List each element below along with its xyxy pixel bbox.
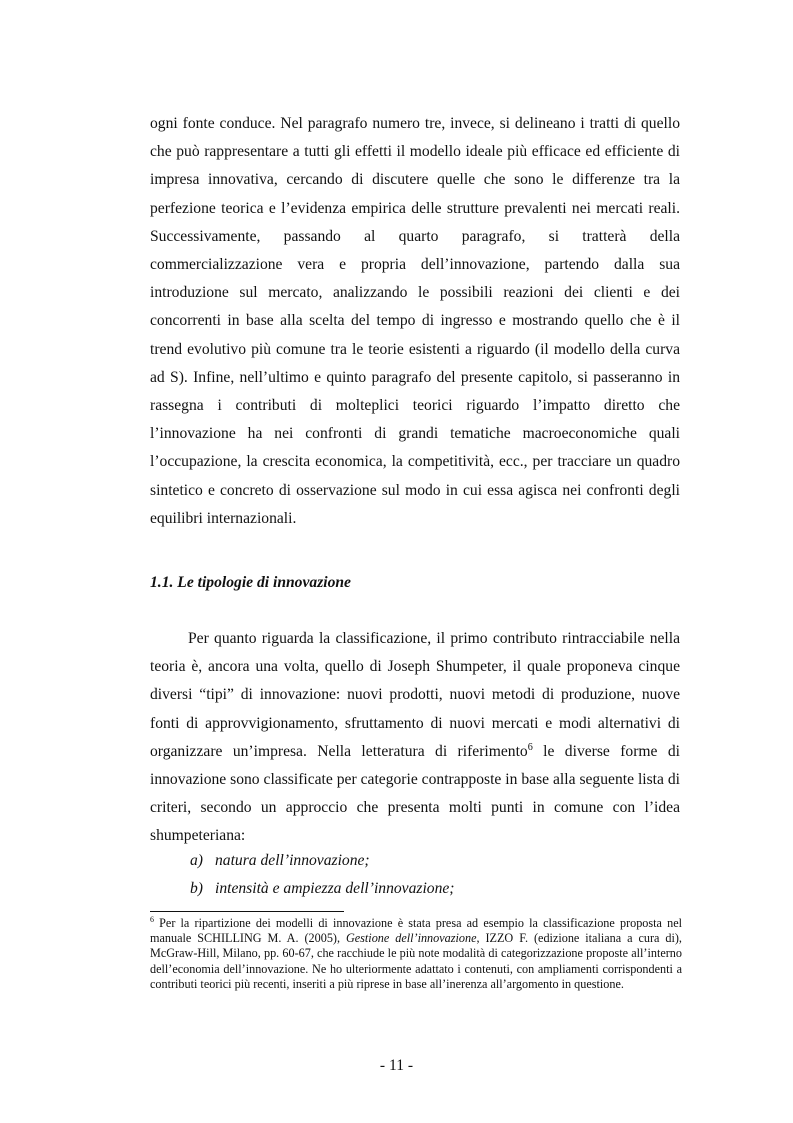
footnote-separator [150,911,344,912]
footnote-reference[interactable]: 6 [527,741,533,753]
page-number: - 11 - [379,1057,414,1074]
paragraph-text-before-ref: Per quanto riguarda la classificazione, il primo contributo rintracciabile nella teoria è, ancora una volta, quello di Joseph Shumpeter, il quale proponeva cinque diversi “tipi” di innovazione: nuovi prodotti, nuovi metodi di produzione, nuove fonti di approvvigionamento, sfruttamento di nuovi mercati e modi alternativi di organizzare un’impresa. Nella letteratura di riferimento [150,630,680,760]
footnote [150,916,682,992]
list-item-text: natura dell’innovazione; [215,852,370,869]
criteria-list [190,847,455,903]
list-item [190,847,455,875]
footnote-text-part1: Per la ripartizione dei modelli di innovazione è stata presa ad esempio la classificazione proposta nel manuale SCHILLING M. A. (2005), [150,916,682,946]
list-marker: a) [190,852,203,869]
list-item [190,875,455,903]
classification-paragraph [150,625,680,851]
paragraph-text-after-ref: le diverse forme di innovazione sono classificate per categorie contrapposte in base alla seguente lista di criteri, secondo un approccio che presenta molti punti in comune con l’idea shumpeteriana: [150,742,680,845]
list-marker: b) [190,880,203,898]
list-item-text: intensità e ampiezza dell’innovazione; [215,880,455,898]
footnote-book-title: Gestione dell’innovazione [345,931,477,946]
footnote-number: 6 [150,914,154,924]
footnote-text-part2: , IZZO F. (edizione italiana a cura di), McGraw-Hill, Milano, pp. 60-67, che racchiude le più note modalità di categorizzazione proposte all’interno dell’economia dell’innovazione. Ne ho ulteriormente adattato i contenuti, con ampliamenti corrispondenti a contributi teorici più recenti, inseriti a più riprese in base all’inerenza all’argomento in questione. [150,931,682,991]
section-heading: 1.1. Le tipologie di innovazione [150,574,351,591]
intro-paragraph: ogni fonte conduce. Nel paragrafo numero tre, invece, si delineano i tratti di quello che può rappresentare a tutti gli effetti il modello ideale più efficace ed efficiente di impresa innovativa, cercando di discutere quelle che sono le differenze tra la perfezione teorica e l’evidenza empirica delle strutture prevalenti nei mercati reali. Successivamente, passando al quarto paragrafo, si tratterà della commercializzazione vera e propria dell’innovazione, partendo dalla sua introduzione sul mercato, analizzando le possibili reazioni dei clienti e dei concorrenti in base alla scelta del tempo di ingresso e mostrando quello che è il trend evolutivo più comune tra le teorie esistenti a riguardo (il modello della curva ad S). Infine, nell’ultimo e quinto paragrafo del presente capitolo, si passeranno in rassegna i contributi di molteplici teorici riguardo l’impatto diretto che l’innovazione ha nei confronti di grandi tematiche macroeconomiche quali l’occupazione, la crescita economica, la competitività, ecc., per tracciare un quadro sintetico e concreto di osservazione sul modo in cui essa agisca nei confronti degli equilibri internazionali. [150,115,680,527]
